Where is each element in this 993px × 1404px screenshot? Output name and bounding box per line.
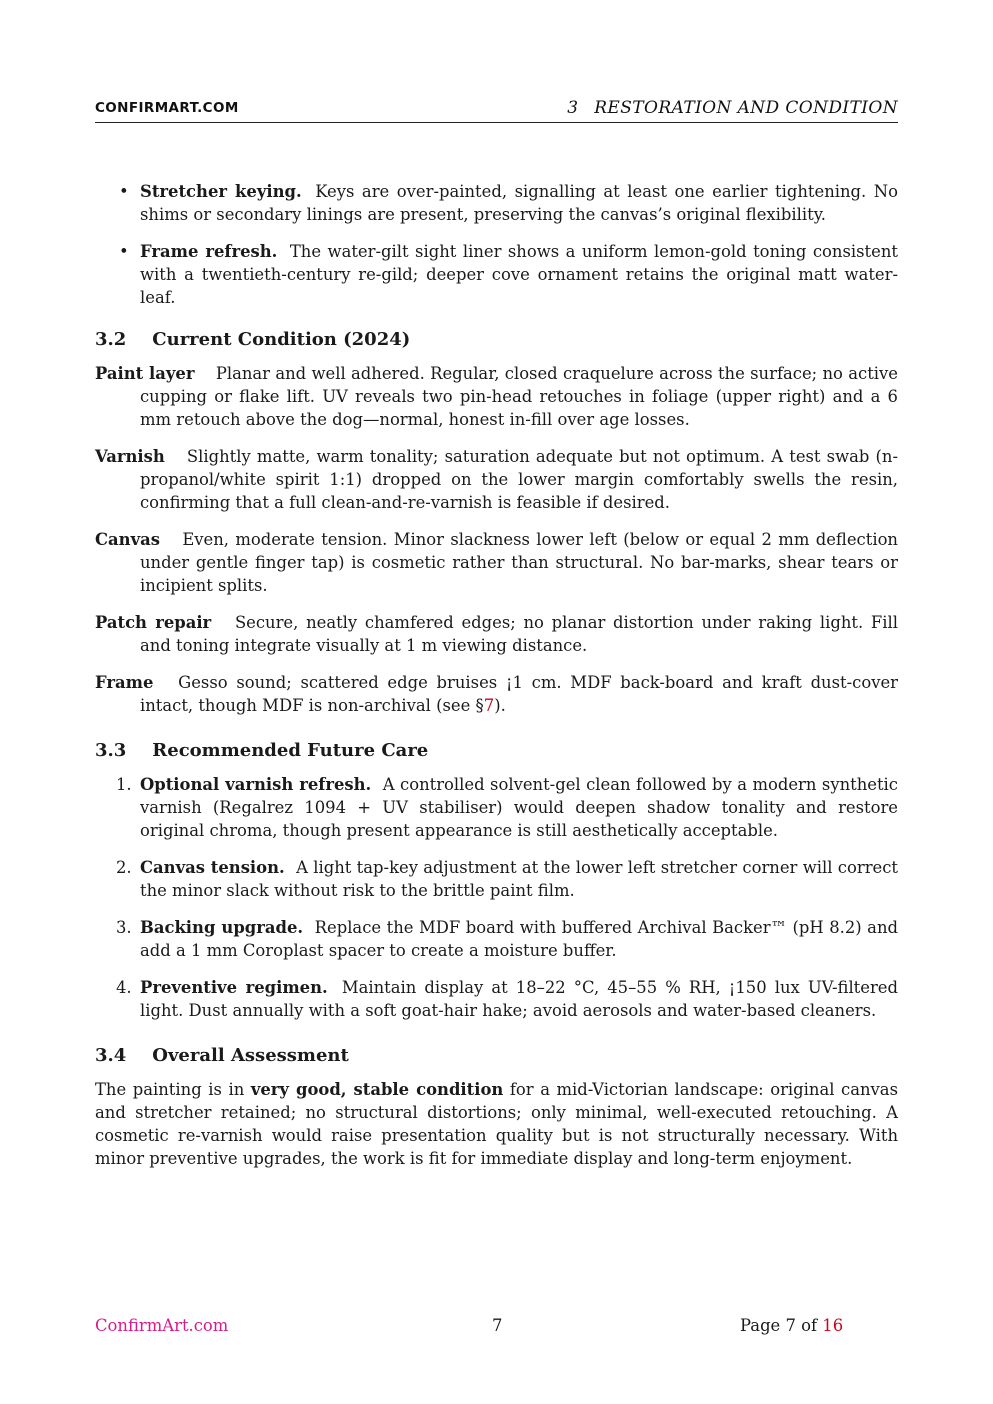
section-title: Recommended Future Care [152, 740, 429, 761]
condition-text: Planar and well adhered. Regular, closed craquelure across the surface; no active cupping or flake lift. UV reveals two pin-head retouches in foliage (upper right) and a 6 mm retouch above the dog—normal, honest in-fill over age losses. [140, 364, 898, 429]
running-section-name: RESTORATION AND CONDITION [594, 98, 898, 118]
item-number: 1. [116, 775, 132, 794]
item-title: Frame refresh. [140, 242, 278, 261]
bullet-icon: • [119, 182, 129, 201]
condition-text: Gesso sound; scattered edge bruises ¡1 cm. MDF back-board and kraft dust-cover intact, though MDF is non-archival (see § [140, 673, 898, 715]
condition-term: Patch repair [95, 613, 212, 632]
item-number: 3. [116, 918, 132, 937]
footer-site-link[interactable]: ConfirmArt.com [95, 1316, 229, 1335]
overall-assessment-paragraph [95, 1078, 898, 1170]
assessment-emphasis: very good, stable condition [250, 1080, 504, 1099]
section-title: Overall Assessment [152, 1045, 349, 1066]
list-item [95, 916, 898, 962]
condition-item-paint-layer [95, 362, 898, 431]
item-title: Stretcher keying. [140, 182, 302, 201]
condition-item-varnish [95, 445, 898, 514]
footer-page-label: Page 7 of [740, 1316, 818, 1335]
item-text: Maintain display at 18–22 °C, 45–55 % RH, ¡150 lux UV-filtered light. Dust annually with a soft goat-hair hake; avoid aerosols and water-based cleaners. [140, 978, 898, 1020]
item-text: A controlled solvent-gel clean followed by a modern synthetic varnish (Regalrez 1094 + UV stabiliser) would deepen shadow tonality and restore original chroma, though present appearance is still aesthetically acceptable. [140, 775, 898, 840]
running-header [95, 96, 898, 123]
running-section-title [567, 98, 898, 118]
item-number: 4. [116, 978, 132, 997]
section-number: 3.4 [95, 1045, 127, 1066]
condition-term: Varnish [95, 447, 165, 466]
list-item [95, 976, 898, 1022]
footer-total-pages-link[interactable]: 16 [822, 1316, 844, 1335]
condition-text: Slightly matte, warm tonality; saturation adequate but not optimum. A test swab (n-propanol/white spirit 1:1) dropped on the lower margin comfortably swells the resin, confirming that a full clean-and-re-varnish is feasible if desired. [140, 447, 899, 512]
section-title: Current Condition (2024) [152, 329, 411, 350]
condition-item-patch-repair [95, 611, 898, 657]
section-heading-3-4 [95, 1044, 898, 1068]
future-care-list [95, 773, 898, 1022]
condition-text-end: ). [494, 696, 506, 715]
site-logo: CONFIRMART.COM [95, 100, 239, 116]
list-item [95, 773, 898, 842]
assessment-text-start: The painting is in [95, 1080, 245, 1099]
bullet-icon: • [119, 242, 129, 261]
section-number: 3.2 [95, 329, 127, 350]
item-title: Preventive regimen. [140, 978, 328, 997]
restoration-bullets [95, 180, 898, 309]
item-title: Optional varnish refresh. [140, 775, 372, 794]
condition-term: Paint layer [95, 364, 195, 383]
item-title: Canvas tension. [140, 858, 285, 877]
section-heading-3-2 [95, 328, 898, 352]
item-number: 2. [116, 858, 132, 877]
assessment-text-end: for a mid-Victorian landscape: original canvas and stretcher retained; no structural distortions; only minimal, well-executed retouching. A cosmetic re-varnish would raise presentation quality but is not structurally necessary. With minor preventive upgrades, the work is fit for immediate display and long-term enjoyment. [95, 1080, 898, 1168]
list-item [95, 856, 898, 902]
main-content [95, 180, 898, 1170]
running-section-number: 3 [567, 98, 579, 118]
condition-text: Secure, neatly chamfered edges; no planar distortion under raking light. Fill and toning integrate visually at 1 m viewing distance. [140, 613, 898, 655]
condition-item-frame [95, 671, 898, 717]
condition-term: Frame [95, 673, 154, 692]
condition-item-canvas [95, 528, 898, 597]
item-text: Keys are over-painted, signalling at least one earlier tightening. No shims or secondary linings are present, preserving the canvas’s original flexibility. [140, 182, 898, 224]
condition-text: Even, moderate tension. Minor slackness lower left (below or equal 2 mm deflection under gentle finger tap) is cosmetic rather than structural. No bar-marks, shear tears or incipient splits. [140, 530, 898, 595]
item-text: Replace the MDF board with buffered Archival Backer™ (pH 8.2) and add a 1 mm Coroplast spacer to create a moisture buffer. [140, 918, 898, 960]
condition-term: Canvas [95, 530, 160, 549]
section-heading-3-3 [95, 739, 898, 763]
footer-page-count [740, 1316, 843, 1335]
item-text: A light tap-key adjustment at the lower left stretcher corner will correct the minor slack without risk to the brittle paint film. [140, 858, 898, 900]
section-cross-reference-link[interactable]: 7 [483, 696, 495, 715]
item-title: Backing upgrade. [140, 918, 304, 937]
item-text: The water-gilt sight liner shows a uniform lemon-gold toning consistent with a twentieth-century re-gild; deeper cove ornament retains the original matt water-leaf. [140, 242, 898, 307]
section-number: 3.3 [95, 740, 127, 761]
footer-page-number: 7 [492, 1316, 503, 1335]
list-item [95, 240, 898, 309]
list-item [95, 180, 898, 226]
